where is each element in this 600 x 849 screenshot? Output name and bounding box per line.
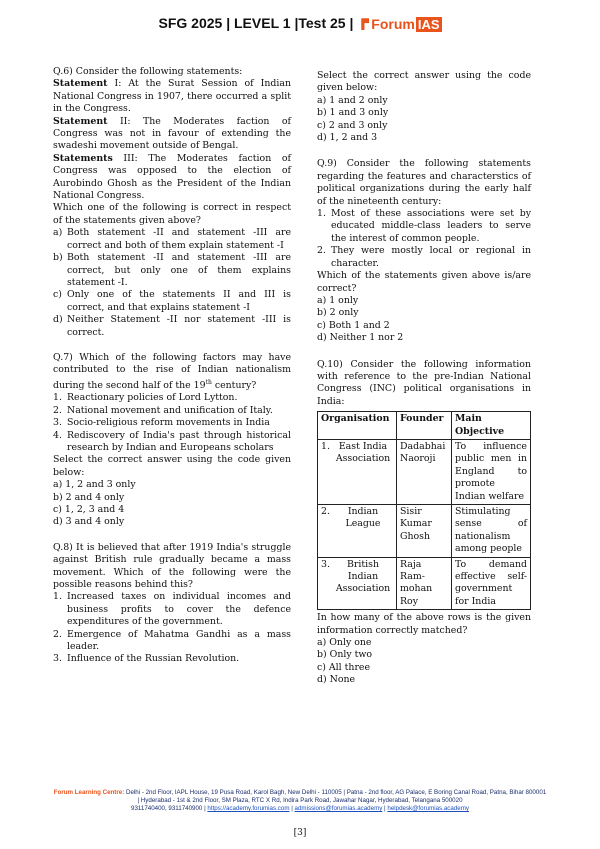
table-cell-founder: Dadabhai Naoroji (397, 439, 452, 504)
table-cell-objective: To demand effective self-government for India (452, 557, 531, 610)
q6-intro: Q.6) Consider the following statements: (53, 66, 243, 77)
footer-link-helpdesk[interactable]: helpdesk@forumias.academy (387, 805, 469, 813)
header-title: SFG 2025 | LEVEL 1 |Test 25 | (158, 15, 354, 31)
q10-option-a[interactable]: a) Only one (317, 637, 372, 649)
logo-suffix: IAS (417, 16, 440, 32)
q10-question: In how many of the above rows is the given information correctly matched? (317, 612, 531, 636)
q7-options (53, 479, 291, 529)
table-header-founder: Founder (397, 412, 452, 440)
q6-option-c[interactable]: c) Only one of the statements II and III is correct, and that explains statement -I (53, 289, 291, 313)
table-header-objective: Main Objective (452, 412, 531, 440)
q9-option-c[interactable]: c) Both 1 and 2 (317, 319, 390, 331)
q7-code-line: Select the correct answer using the code given below: (53, 454, 291, 478)
logo-text: Forum (371, 16, 415, 33)
q6-option-b[interactable]: b) Both statement -II and statement -III are correct, but only one of them explains statement -I. (53, 252, 291, 288)
question-9 (317, 158, 531, 344)
q6-options (53, 227, 291, 339)
q8-item-2: 2. Emergence of Mahatma Gandhi as a mass leader. (53, 628, 291, 652)
q8-option-b[interactable]: b) 1 and 3 only (317, 107, 389, 119)
footer-address: Delhi - 2nd Floor, IAPL House, 19 Pusa Road, Karol Bagh, New Delhi - 110005 | Patna - 2nd floor, AG Palace, E Boring Canal Road, Patna, Bihar 800001 | Hyderabad - 1st & 2nd Floor, SM Plaza, RTC X Rd, Indira Park Road, Jawahar Nagar, Hyderabad, Telangana 500020 (124, 789, 547, 805)
footer-phones: 9311740400, 9311740900 | (131, 805, 208, 813)
table-cell-org: British Indian Association (335, 558, 391, 595)
question-8 (53, 542, 291, 666)
q9-options (317, 295, 531, 345)
q10-option-d[interactable]: d) None (317, 674, 356, 686)
table-cell-objective: Stimulating sense of nationalism among people (452, 505, 531, 558)
q9-item-1: 1. Most of these associations were set by educated middle-class leaders to serve the interest of common people. (317, 208, 531, 244)
table-cell-founder: Sisir Kumar Ghosh (397, 505, 452, 558)
q10-options (317, 637, 531, 687)
table-row: 1. East India Association Dadabhai Naoroji To influence public men in England to promote Indian welfare (318, 439, 531, 504)
q7-items (53, 392, 291, 454)
table-header-organisation: Organisation (318, 412, 397, 440)
page-footer: Forum Learning Centre: Delhi - 2nd Floor, IAPL House, 19 Pusa Road, Karol Bagh, New Delhi - 110005 | Patna - 2nd floor, AG Palace, E Boring Canal Road, Patna, Bihar 800001 | Hyderabad - 1st & 2nd Floor, SM Plaza, RTC X Rd, Indira Park Road, Jawahar Nagar, Hyderabad, Telangana 500020 9311740400, 9311740900 | https://academy.forumias.com | admissions@forumias.academy | helpdesk@forumias.academy (53, 789, 547, 813)
q6-statement-2: Statement II: The Moderates faction of Congress was not in favour of extending the swadeshi movement outside of Bengal. (53, 115, 291, 152)
footer-brand: Forum Learning Centre: (53, 789, 125, 796)
table-cell-founder: Raja Ram-mohan Roy (397, 557, 452, 610)
page-header (0, 15, 600, 32)
q6-statement-1: Statement I: At the Surat Session of Indian National Congress in 1907, there occurred a split in the Congress. (53, 78, 291, 115)
right-column (317, 70, 531, 695)
q6-statement-3: Statements III: The Moderates faction of Congress was opposed to the election of Aurobindo Ghosh as the President of the Indian National Congress. (53, 152, 291, 202)
table-cell-org: East India Association (335, 440, 391, 465)
table-cell-org: Indian League (345, 506, 381, 530)
q8-option-d[interactable]: d) 1, 2 and 3 (317, 132, 378, 144)
q10-intro: Q.10) Consider the following information with reference to the pre-Indian National Congress (INC) political organisations in India: (317, 358, 531, 407)
q6-option-a[interactable]: a) Both statement -II and statement -III are correct and both of them explain statement -I (53, 227, 291, 251)
q9-items (317, 208, 531, 270)
question-7 (53, 352, 291, 529)
table-cell-objective: To influence public men in England to promote Indian welfare (452, 439, 531, 504)
q9-option-a[interactable]: a) 1 only (317, 294, 359, 306)
q7-item-1: 1. Reactionary policies of Lord Lytton. (53, 392, 238, 404)
q9-intro: Q.9) Consider the following statements regarding the features and characterstics of political organizations during the early half of the nineteenth century: (317, 158, 531, 207)
left-column (53, 66, 291, 674)
table-header-row (318, 412, 531, 440)
q6-option-d[interactable]: d) Neither Statement -II nor statement -III is correct. (53, 314, 291, 338)
footer-link-academy[interactable]: https://academy.forumias.com (207, 805, 290, 813)
q9-question: Which of the statements given above is/are correct? (317, 270, 531, 294)
q7-option-a[interactable]: a) 1, 2 and 3 only (53, 479, 136, 491)
q7-item-4: 4. Rediscovery of India's past through historical research by Indian and Europeans scholars (53, 429, 291, 453)
forumias-logo (361, 16, 441, 32)
q7-item-2: 2. National movement and unification of Italy. (53, 404, 273, 416)
q8-intro: Q.8) It is believed that after 1919 India's struggle against British rule gradually became a mass movement. Which of the following were the possible reasons behind this? (53, 541, 291, 590)
q8-code-line: Select the correct answer using the code given below: (317, 70, 531, 94)
q9-item-2: 2. They were mostly local or regional in character. (317, 245, 531, 269)
table-row: 2. Indian League Sisir Kumar Ghosh Stimulating sense of nationalism among people (318, 505, 531, 558)
q8-options (317, 95, 531, 145)
q7-option-d[interactable]: d) 3 and 4 only (53, 516, 125, 528)
q9-option-d[interactable]: d) Neither 1 nor 2 (317, 332, 404, 344)
q7-item-3: 3. Socio-religious reform movements in India (53, 417, 270, 429)
q8-option-a[interactable]: a) 1 and 2 only (317, 94, 388, 106)
q8-item-1: 1. Increased taxes on individual incomes and business profits to cover the defence expenditures of the government. (53, 591, 291, 628)
q10-option-c[interactable]: c) All three (317, 661, 371, 673)
q8-option-c[interactable]: c) 2 and 3 only (317, 119, 388, 131)
q7-option-c[interactable]: c) 1, 2, 3 and 4 (53, 503, 125, 515)
footer-link-admissions[interactable]: admissions@forumias.academy (294, 805, 383, 813)
q7-option-b[interactable]: b) 2 and 4 only (53, 491, 125, 503)
q8-item-3: 3. Influence of the Russian Revolution. (53, 653, 240, 665)
q7-intro: Q.7) Which of the following factors may have contributed to the rise of Indian nationalism during the second half of the 19th century? (53, 351, 291, 391)
q9-option-b[interactable]: b) 2 only (317, 307, 359, 319)
q6-question: Which one of the following is correct in respect of the statements given above? (53, 202, 291, 226)
q8-items (53, 591, 291, 665)
question-10 (317, 359, 531, 687)
forum-logo-icon (361, 18, 369, 30)
question-8-continued (317, 70, 531, 144)
q10-option-b[interactable]: b) Only two (317, 649, 373, 661)
question-6 (53, 66, 291, 339)
page-number: [3] (293, 828, 307, 838)
table-row: 3. British Indian Association Raja Ram-mohan Roy To demand effective self-government for India (318, 557, 531, 610)
q10-table (317, 411, 531, 610)
